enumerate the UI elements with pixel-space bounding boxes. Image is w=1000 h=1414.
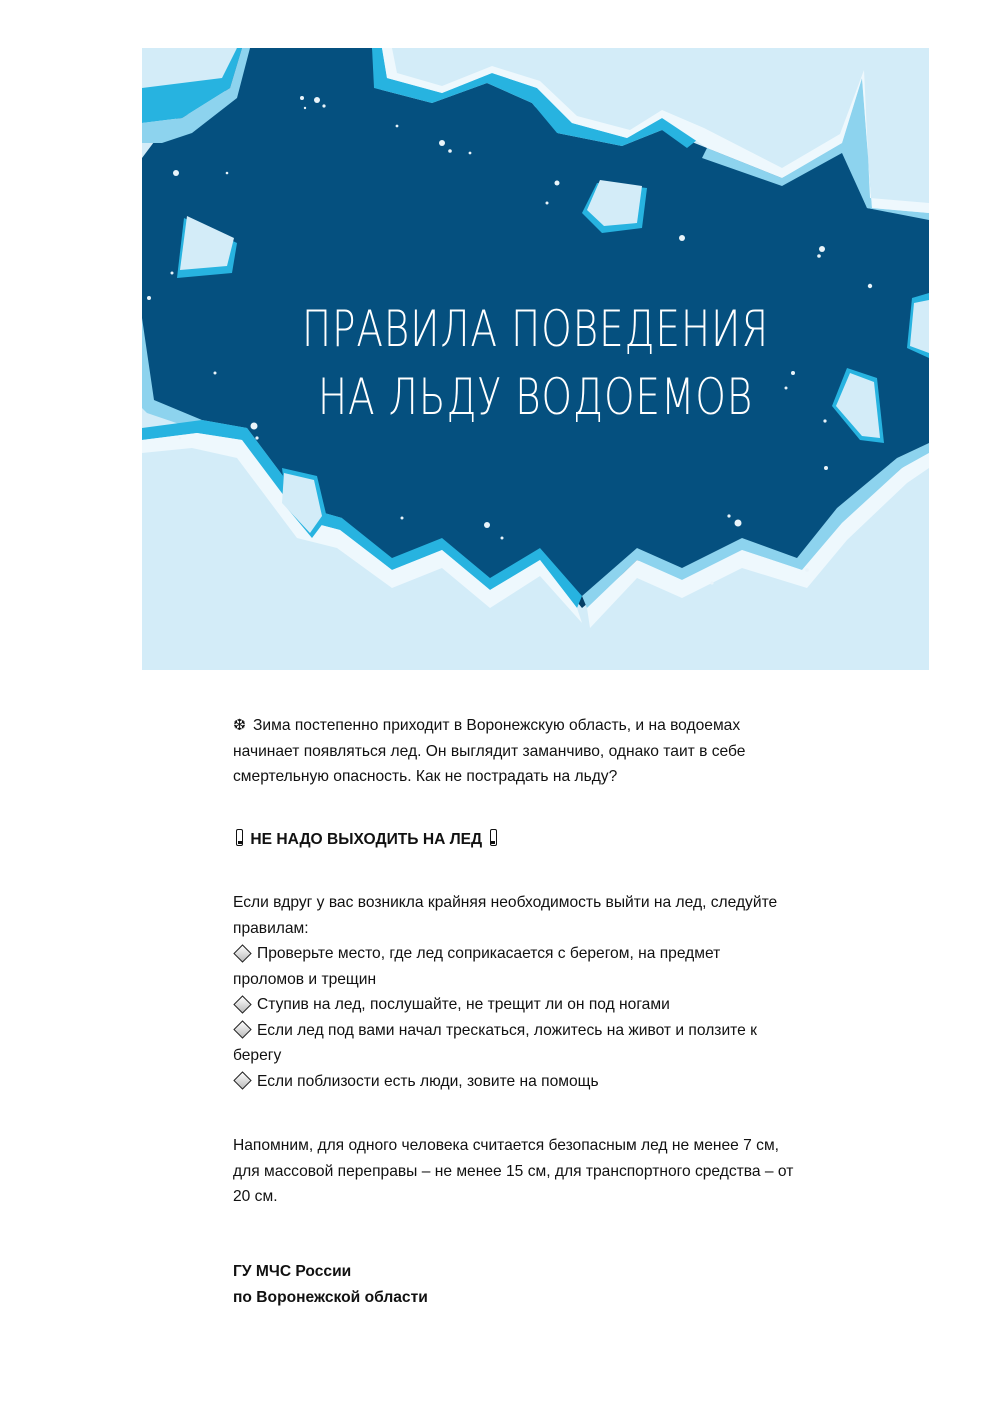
rules-lead-line: правилам:: [233, 919, 309, 937]
rule-item-continuation: берегу: [233, 1047, 282, 1064]
intro-line: ❆ Зима постепенно приходит в Воронежскую область, и на водоемах: [233, 713, 873, 739]
exclamation-icon: [490, 829, 497, 846]
rules-lead-line: Если вдруг у вас возникла крайняя необходимость выйти на лед, следуйте: [233, 894, 778, 911]
intro-paragraph: [233, 713, 873, 790]
reminder-paragraph: [233, 1133, 873, 1210]
signature-line: по Воронежской области: [233, 1288, 428, 1306]
signature-line: ГУ МЧС России: [233, 1263, 352, 1280]
reminder-line: Напомним, для одного человека считается безопасным лед не менее 7 см,: [233, 1137, 780, 1154]
rules-section: [233, 890, 873, 1094]
intro-line: смертельную опасность. Как не пострадать на льду?: [233, 768, 618, 785]
snowflake-icon: ❆: [233, 717, 247, 734]
signature: [233, 1259, 873, 1310]
rule-item: Если поблизости есть люди, зовите на помощь: [233, 1069, 873, 1095]
rule-item-continuation: проломов и трещин: [233, 970, 377, 988]
reminder-line: 20 см.: [233, 1188, 278, 1205]
ice-hole-illustration: [142, 48, 929, 670]
rule-item: Если лед под вами начал трескаться, ложитесь на живот и ползите к: [233, 1018, 873, 1044]
rule-item: Ступив на лед, послушайте, не трещит ли он под ногами: [233, 992, 873, 1018]
banner-image: [142, 48, 929, 670]
diamond-icon: [233, 1072, 251, 1090]
rule-item: Проверьте место, где лед соприкасается с берегом, на предмет: [233, 941, 873, 967]
diamond-icon: [233, 944, 251, 962]
warning-text: НЕ НАДО ВЫХОДИТЬ НА ЛЕД: [250, 831, 483, 848]
exclamation-icon: [236, 829, 243, 846]
reminder-line: для массовой переправы – не менее 15 см, для транспортного средства – от: [233, 1162, 794, 1180]
banner-title-line-1: ПРАВИЛА ПОВЕДЕНИЯ: [301, 300, 770, 358]
warning-heading: [233, 827, 873, 853]
diamond-icon: [233, 995, 251, 1013]
diamond-icon: [233, 1021, 251, 1039]
intro-line: начинает появляться лед. Он выглядит заманчиво, однако таит в себе: [233, 742, 746, 760]
banner-title-line-2: НА ЛЬДУ ВОДОЕМОВ: [317, 368, 754, 426]
